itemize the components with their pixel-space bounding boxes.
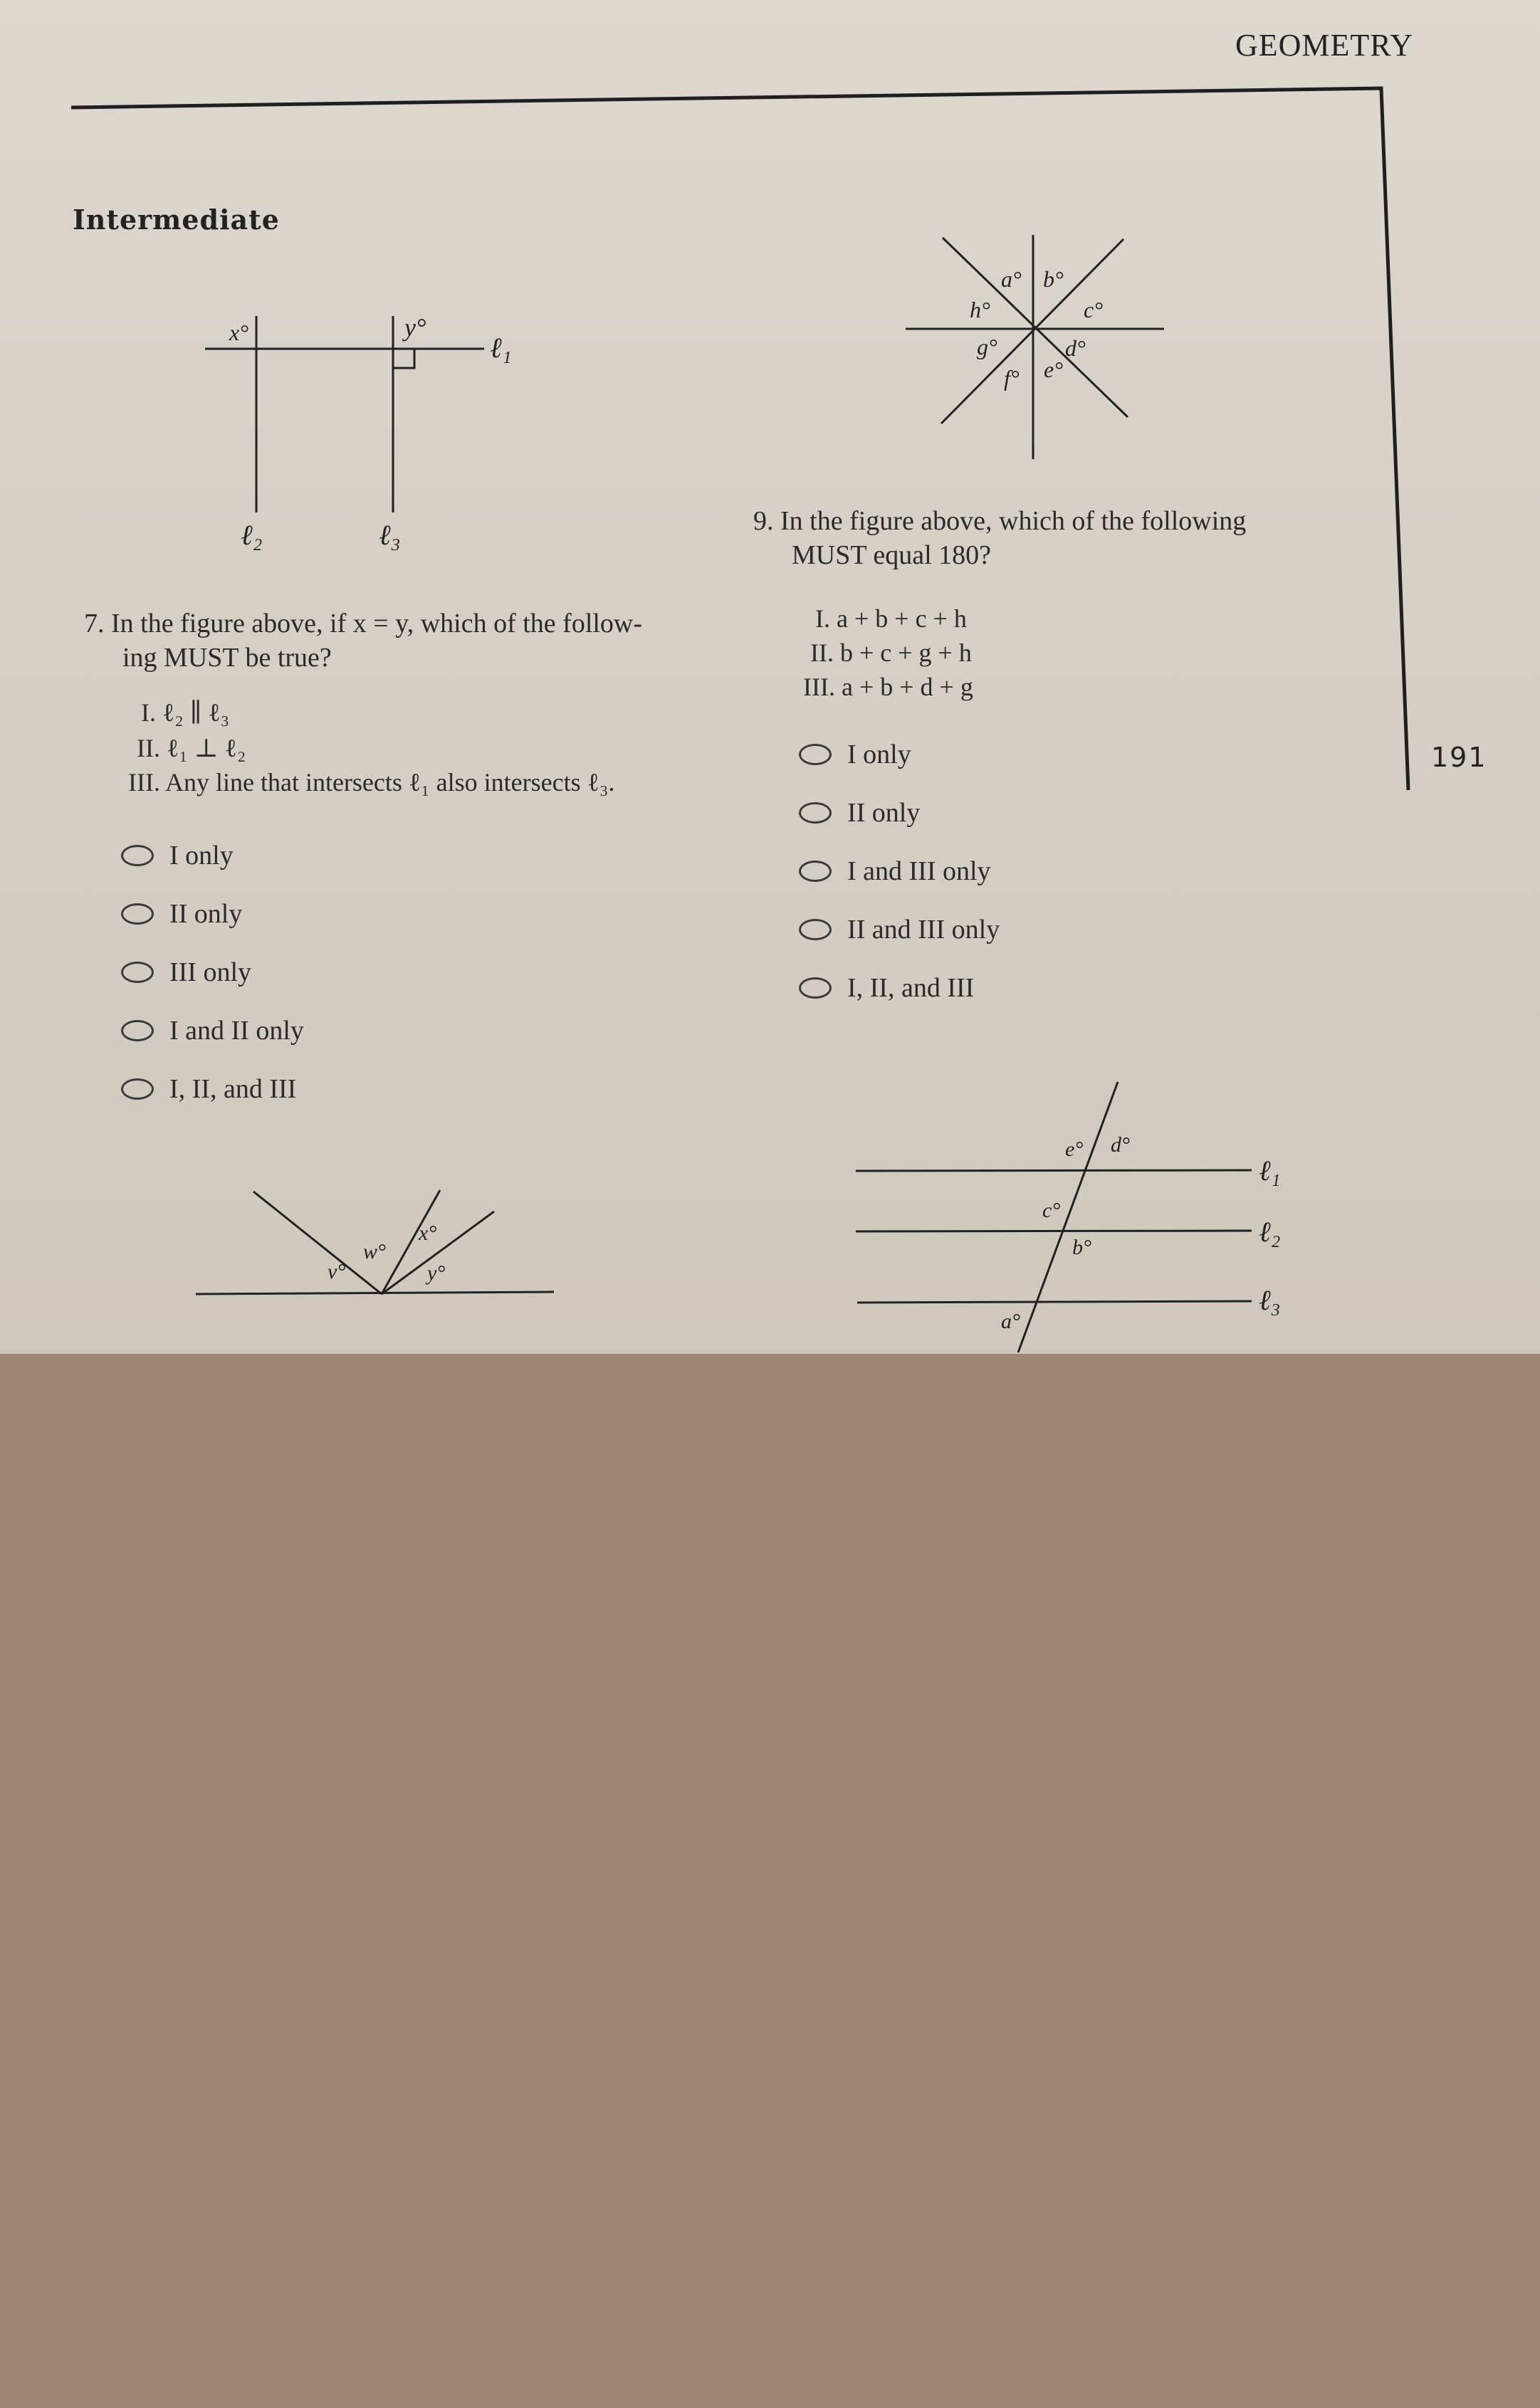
answer-bubble[interactable] [121,962,154,983]
answer-bubble[interactable] [121,1078,154,1100]
question-9-prompt [753,504,1246,572]
label-l3: ℓ₃ [1259,1284,1281,1316]
label-d: d° [1065,335,1086,361]
question-9-choice-1[interactable] [799,739,911,770]
question-7-statement-1: I. ℓ₂ ∥ ℓ₃ [141,698,230,727]
label-c: c° [1084,297,1103,322]
question-9-line-1: 9. In the figure above, which of the following [753,506,1247,536]
right-angle-mark [393,349,414,368]
label-y: y° [427,1261,446,1285]
question-7-choice-3[interactable] [121,957,251,988]
figure-parallel-lines [847,1068,1331,1354]
line-l1 [856,1170,1252,1171]
question-9-line-2: MUST equal 180? [792,540,992,570]
question-9-choice-3[interactable] [799,856,991,887]
choice-label: I only [847,740,911,769]
label-l1: ℓ₁ [1259,1155,1281,1187]
answer-bubble[interactable] [121,845,154,866]
label-e: e° [1044,357,1063,382]
question-9-choice-4[interactable] [799,914,1000,945]
question-7-choice-5[interactable] [121,1073,296,1105]
answer-bubble[interactable] [799,744,832,765]
label-l3: ℓ₃ [379,519,401,551]
line-l3 [857,1301,1252,1303]
section-label: Intermediate [73,204,280,236]
page-number: 191 [1431,742,1487,773]
label-h: h° [970,297,990,322]
label-c: c° [1042,1199,1061,1222]
label-d: d° [1111,1133,1130,1157]
question-9-statement-1: I. a + b + c + h [815,604,967,633]
label-b: b° [1043,266,1064,292]
answer-bubble[interactable] [121,1020,154,1041]
label-a: a° [1001,1310,1020,1333]
label-v: v° [328,1260,346,1283]
question-7-statement-3: III. Any line that intersects ℓ₁ also intersects ℓ₃. [128,768,615,796]
label-y: y° [404,313,426,342]
question-9-choice-2[interactable] [799,797,920,829]
choice-label: I and III only [847,856,991,886]
label-b: b° [1072,1236,1091,1259]
figure-7 [192,299,562,562]
background-surface [0,1354,1540,2408]
label-w: w° [363,1240,387,1263]
question-7-choice-4[interactable] [121,1015,304,1046]
figure-9 [897,228,1175,470]
question-7-choice-2[interactable] [121,898,242,930]
choice-label: I and II only [169,1016,304,1046]
label-x: x° [419,1221,437,1245]
figure-angles-on-line [192,1182,562,1310]
label-a: a° [1001,266,1022,292]
label-l2: ℓ₂ [1259,1216,1281,1248]
question-9-choice-5[interactable] [799,972,974,1004]
question-7-statement-2: II. ℓ₁ ⊥ ℓ₂ [137,734,246,762]
label-f: f° [1004,365,1020,391]
label-l1: ℓ₁ [490,332,512,364]
question-7-line-2: ing MUST be true? [122,643,332,673]
label-x: x° [229,320,248,345]
answer-bubble[interactable] [799,977,832,999]
question-9-statement-2: II. b + c + g + h [810,638,972,667]
answer-bubble[interactable] [799,919,832,940]
base-line [196,1292,554,1294]
label-g: g° [977,334,997,359]
question-7-line-1: 7. In the figure above, if x = y, which of the follow- [84,609,643,638]
question-7-prompt [84,606,642,675]
falling-diagonal [943,238,1128,417]
choice-label: I, II, and III [847,973,975,1003]
answer-bubble[interactable] [121,903,154,925]
choice-label: II only [169,899,243,929]
choice-label: II and III only [847,915,1000,945]
question-9-statement-3: III. a + b + d + g [803,673,973,701]
choice-label: II only [847,798,921,828]
transversal [1018,1082,1118,1352]
header-title: GEOMETRY [1235,28,1413,63]
question-7-choice-1[interactable] [121,840,234,871]
label-e: e° [1065,1137,1084,1161]
answer-bubble[interactable] [799,802,832,824]
choice-label: I, II, and III [169,1074,297,1104]
label-l2: ℓ₂ [241,519,263,551]
choice-label: I only [169,841,234,871]
answer-bubble[interactable] [799,861,832,882]
ray-upper-left [253,1192,382,1294]
choice-label: III only [169,957,252,987]
